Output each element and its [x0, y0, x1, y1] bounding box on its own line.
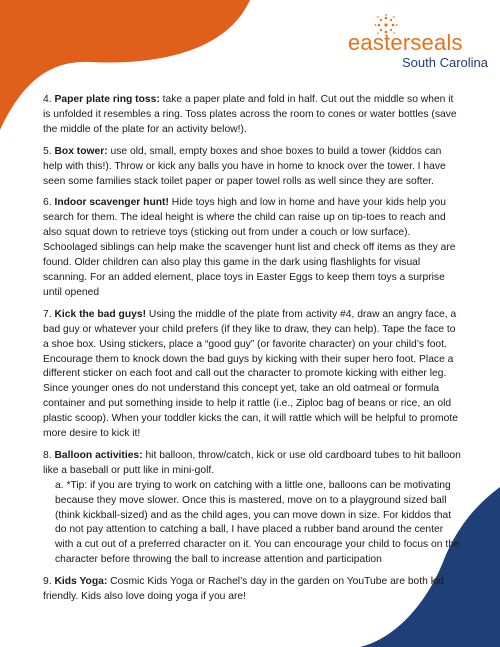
list-item: [43, 196, 463, 300]
item-text: Using the middle of the plate from activity #4, draw an angry face, a bad guy or whatever your child prefers (if they like to draw, they can help). Tape the face to a shoe box. Using stickers, place a “good guy” (or favorite character) on your child’s foot. Encourage them to knock down the bad guys by kicking with their super hero foot. Place a different sticker on each foot and call out the character to promote kicking with either leg. Since younger ones do not understand this concept yet, take an old oatmeal or formula container and put something inside to help it rattle (i.e., Ziploc bag of beans or rice, an old plastic scoop). When your toddler kicks the can, it will rattle which will be helpful to promote more desire to kick it!: [43, 308, 458, 440]
item-title: Paper plate ring toss:: [54, 94, 160, 105]
item-text: use old, small, empty boxes and shoe boxes to build a tower (kiddos can help with this!). Throw or kick any balls you have in home to knock over the tower. I have seen some families stack toilet paper or paper towel rolls as well since they are softer.: [43, 145, 446, 187]
item-text: Cosmic Kids Yoga or Rachel’s day in the garden on YouTube are both kid friendly. Kids also love doing yoga if you are!: [43, 576, 444, 603]
item-text: Hide toys high and low in home and have your kids help you search for them. The ideal height is where the child can raise up on tip-toes to reach and also squat down to retrieve toys (sticking out from under a couch or low surface). Schoolaged siblings can help make the scavenger hunt list and check off items as they are found. Older children can also play this game in the dark using flashlights for visual scanning. For an added element, place toys in Easter Eggs to keep them toys a surprise until opened: [43, 197, 456, 298]
logo-region-text: South Carolina: [402, 55, 488, 70]
item-text: hit balloon, throw/catch, kick or use old cardboard tubes to hit balloon like a baseball or putt like in mini-golf.: [43, 449, 461, 476]
item-number: 9.: [43, 576, 52, 588]
list-item: [43, 575, 463, 605]
item-number: 5.: [43, 145, 52, 157]
item-number: 8.: [43, 449, 52, 461]
logo-brand-text: easterseals: [348, 30, 463, 55]
item-title: Indoor scavenger hunt!: [54, 197, 169, 209]
item-number: 6.: [43, 197, 52, 209]
easterseals-logo: [348, 14, 490, 70]
item-tip: a. *Tip: if you are trying to work on catching with a little one, balloons can be motivating because they move slower. Once this is mastered, move on to a playground sized ball (think kickball-sized) and as the child ages, you can move down in size. For kiddos that do not pay attention to catching a ball, I have placed a rubber band around the center with a cut out of a preferred character on it. You can encourage your child to focus on the character before throwing the ball to increase attention and participation: [55, 479, 460, 566]
list-item: [43, 93, 463, 138]
list-item: [43, 145, 463, 190]
item-text: take a paper plate and fold in half. Cut out the middle so when it is unfolded it resembles a ring. Toss plates across the room to cones or water bottles (save the middle of the plate for an activity below!).: [43, 94, 457, 135]
item-number: 4.: [43, 94, 52, 105]
item-title: Box tower:: [54, 145, 108, 157]
list-item: [43, 308, 463, 442]
item-title: Kids Yoga:: [54, 576, 108, 588]
item-title: Balloon activities:: [54, 449, 143, 461]
activity-list: [43, 93, 463, 612]
list-item: [43, 449, 463, 568]
item-title: Kick the bad guys!: [54, 308, 147, 320]
item-number: 7.: [43, 308, 52, 320]
